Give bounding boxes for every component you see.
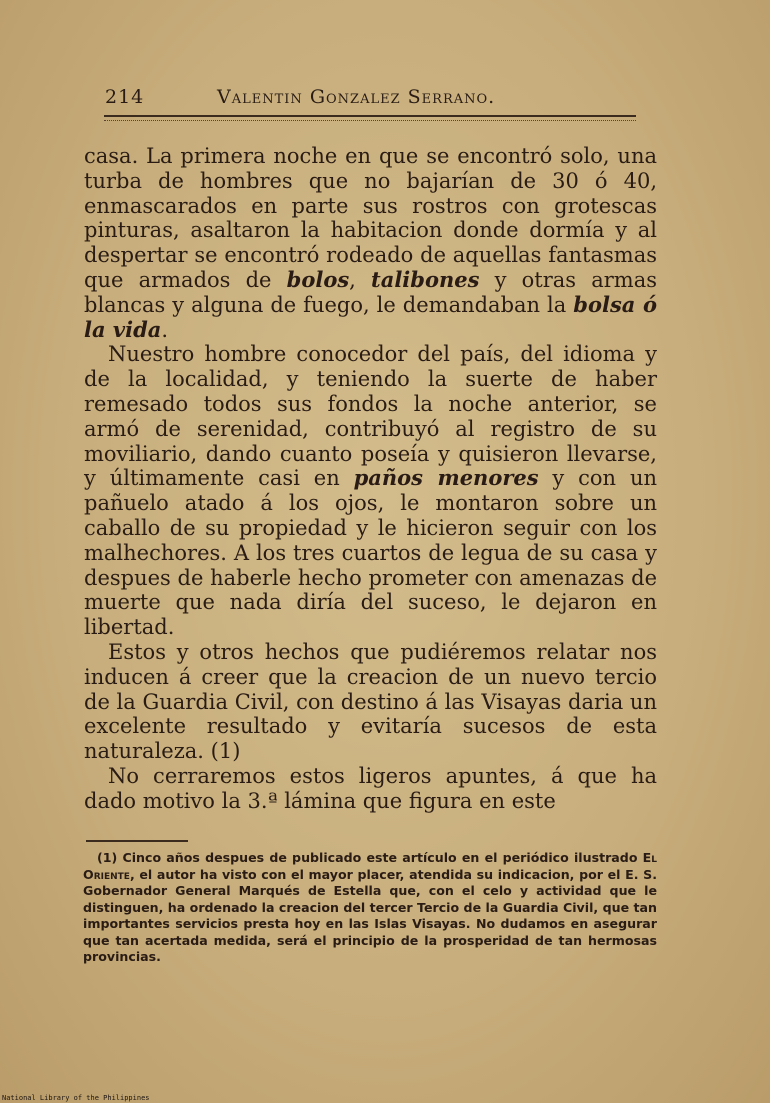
paragraph-2: Nuestro hombre conocedor del país, del idioma y de la localidad, y teniendo la suerte de haber remesado todos sus fondos la noche anterior, se armó de serenidad, contribuyó al registro de su moviliario, dando cuanto poseía y quisieron llevarse, y últimamente casi en paños menores y con un pañuelo atado á los ojos, le montaron sobre un caballo de su propiedad y le hicieron seguir con los malhechores. A los tres cuartos de legua de su casa y despues de haberle hecho prometer con amenazas de muerte que nada diría del suceso, le dejaron en libertad.	[84, 342, 657, 640]
library-credit: National Library of the Philippines	[2, 1094, 150, 1102]
page-number: 214	[105, 86, 145, 108]
header-rule	[104, 115, 636, 121]
running-title: Valentin Gonzalez Serrano.	[217, 86, 496, 108]
paragraph-1: casa. La primera noche en que se encontró solo, una turba de hombres que no bajarían de 30 ó 40, enmascarados en parte sus rostros con grotescas pinturas, asaltaron la habitacion donde dormía y al despertar se encontró rodeado de aquellas fantasmas que armados de bolos, talibones y otras armas blancas y alguna de fuego, le demandaban la bolsa ó la vida.	[84, 144, 658, 342]
running-header	[105, 86, 645, 108]
footnote-rule	[86, 840, 188, 842]
italic-phrase-panos: paños menores	[353, 465, 539, 491]
footnote: (1) Cinco años despues de publicado este artículo en el periódico ilustrado El Oriente, el autor ha visto con el mayor placer, atendida su indicacion, por el E. S. Gobernador General Marqués de Estella que, con el celo y actividad que le distinguen, ha ordenado la creacion del tercer Tercio de la Guardia Civil, que tan importantes servicios presta hoy en las Islas Visayas. No dudamos en asegurar que tan acertada medida, será el principio de la prosperidad de tan hermosas provincias.	[83, 850, 657, 964]
paragraph-3: Estos y otros hechos que pudiéremos relatar nos inducen á creer que la creacion de un nuevo tercio de la Guardia Civil, con destino á las Visayas daria un excelente resultado y evitaría sucesos de esta naturaleza. (1)	[84, 639, 657, 764]
journal-name: El Oriente	[83, 850, 657, 882]
italic-term-talibones: talibones	[371, 266, 480, 292]
italic-phrase-bolsa: bolsa ó la vida	[84, 291, 658, 342]
italic-term-bolos: bolos	[286, 266, 350, 292]
main-text	[84, 144, 657, 814]
paragraph-4: No cerraremos estos ligeros apuntes, á que ha dado motivo la 3.ª lámina que figura en este	[84, 763, 657, 813]
